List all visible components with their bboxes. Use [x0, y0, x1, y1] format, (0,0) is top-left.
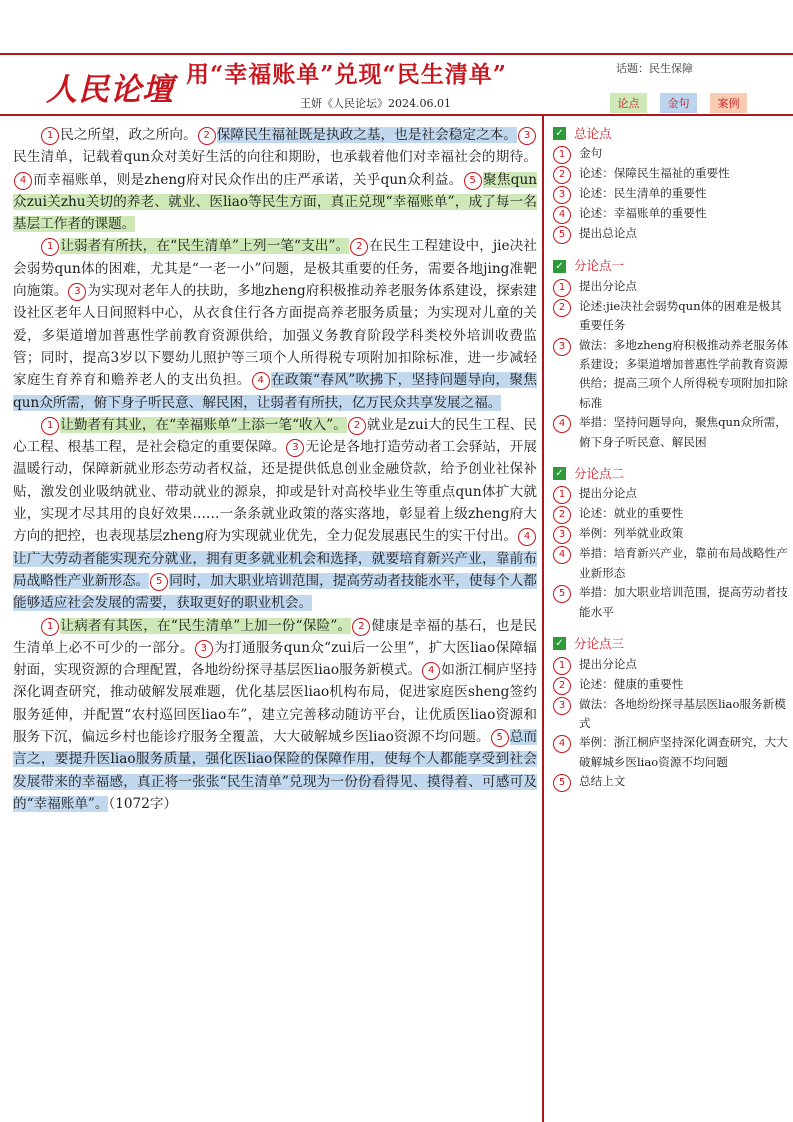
number-marker-icon: 5: [553, 226, 571, 244]
outline-item-text: 做法：各地纷纷探寻基层医liao服务新模式: [579, 696, 786, 730]
outline-section-title: [553, 464, 789, 483]
outline-item: [553, 695, 789, 734]
sentence: 民生清单，记载着qun众对美好生活的向往和期盼，也承载着他们对幸福社会的期待。: [13, 149, 537, 166]
marker-3: 3: [518, 127, 536, 145]
outline-item: [553, 583, 789, 622]
sentence-highlight: 让病者有其医，在“民生清单”上加一份“保险”。: [60, 617, 352, 634]
marker-3: 3: [195, 640, 213, 658]
number-marker-icon: 5: [553, 774, 571, 792]
paragraph-4: [13, 615, 537, 816]
outline-item: [553, 733, 789, 772]
outline-item: [553, 772, 789, 792]
outline-sidebar: [553, 124, 789, 804]
outline-item: [553, 297, 789, 336]
outline-item: [553, 144, 789, 164]
paragraph-2: [13, 235, 537, 413]
outline-item: [553, 655, 789, 675]
outline-item: [553, 164, 789, 184]
byline: 王妍《人民论坛》2024.06.01: [300, 97, 451, 110]
number-marker-icon: 2: [553, 166, 571, 184]
outline-item-text: 论述：幸福账单的重要性: [579, 206, 707, 221]
outline-item-text: 提出分论点: [579, 486, 637, 501]
sentence-highlight: 聚焦qun众zui关zhu关切的养老、就业、医liao等民生方面，真正兑现“幸福账单”，成了每一名基层工作者的课题。: [13, 171, 537, 233]
outline-section-label: 总论点: [574, 126, 612, 141]
outline-item: [553, 184, 789, 204]
sentence-highlight: 在政策“春风”吹拂下，坚持问题导向，聚焦qun众所需，俯下身子听民意、解民困，让弱者有所扶，亿万民众共享发展之福。: [13, 372, 537, 411]
marker-3: 3: [68, 283, 86, 301]
header-top-rule: [0, 53, 793, 55]
marker-2: 2: [352, 618, 370, 636]
outline-item: [553, 484, 789, 504]
marker-1: 1: [41, 417, 59, 435]
tag-quote: 金句: [660, 93, 697, 113]
page-title: 用“幸福账单”兑现“民生清单”: [186, 61, 507, 88]
sentence: 为打通服务qun众“zui后一公里”，扩大医liao保障辐射面，实现资源的合理配置，各地纷纷探寻基层医liao服务新模式。: [13, 639, 537, 679]
number-marker-icon: 1: [553, 486, 571, 504]
marker-3: 3: [286, 439, 304, 457]
marker-2: 2: [350, 238, 368, 256]
outline-item-text: 举措：加大职业培训范围，提高劳动者技能水平: [579, 585, 788, 619]
outline-item-text: 举措：培育新兴产业，靠前布局战略性产业新形态: [579, 546, 788, 580]
outline-section: [553, 464, 789, 622]
marker-5: 5: [150, 573, 168, 591]
outline-item-text: 论述：就业的重要性: [579, 506, 684, 521]
sentence: 就业是zui大的民生工程、民心工程、根基工程，是社会稳定的重要保障。: [13, 416, 537, 456]
marker-5: 5: [491, 729, 509, 747]
marker-4: 4: [14, 172, 32, 190]
outline-section: [553, 256, 789, 452]
outline-section: [553, 124, 789, 244]
sentence: 如浙江桐庐坚持深化调查研究，推动破解发展难题，优化基层医liao机构布局，促进家庭医sheng签约服务延伸，并配置“农村巡回医liao车”，建立完善移动随访平台，让优质医liao资源和服务下沉，偏远乡村也能诊疗服务全覆盖，大大破解城乡医liao资源不均问题。: [13, 662, 538, 746]
paragraph-1: [13, 124, 537, 235]
marker-2: 2: [198, 127, 216, 145]
outline-item: [553, 413, 789, 452]
number-marker-icon: 3: [553, 338, 571, 356]
number-marker-icon: 2: [553, 677, 571, 695]
sentence: 而幸福账单，则是zheng府对民众作出的庄严承诺，关乎qun众利益。: [33, 171, 463, 188]
outline-item: [553, 544, 789, 583]
number-marker-icon: 1: [553, 146, 571, 164]
marker-2: 2: [348, 417, 366, 435]
marker-4: 4: [252, 372, 270, 390]
outline-section-label: 分论点二: [574, 466, 625, 482]
number-marker-icon: 4: [553, 415, 571, 433]
number-marker-icon: 1: [553, 657, 571, 675]
logo: 人民论壇: [46, 72, 174, 108]
number-marker-icon: 3: [553, 526, 571, 544]
marker-4: 4: [422, 662, 440, 680]
number-marker-icon: 4: [553, 206, 571, 224]
number-marker-icon: 3: [553, 697, 571, 715]
outline-item: [553, 224, 789, 244]
sentence-highlight: 让勤者有其业，在“幸福账单”上添一笔“收入”。: [60, 416, 347, 433]
sentence: 为实现对老年人的扶助，多地zheng府积极推动养老服务体系建设，探索建设社区老年人日间照料中心，从衣食住行各方面提高养老服务质量；为实现对儿童的关爱，多渠道增加普惠性学前教育资源供给，加强义务教育阶段学科类校外培训收费监管；同时，提高3岁以下婴幼儿照护等三项个人所得税专项附加扣除标准，进一步减轻家庭生育养育和赡养老人的支出负担。: [13, 283, 537, 389]
outline-item-text: 论述:jie决社会弱势qun体的困难是极其重要任务: [579, 298, 782, 333]
number-marker-icon: 5: [553, 585, 571, 603]
header-bottom-rule: [0, 114, 793, 116]
number-marker-icon: 2: [553, 506, 571, 524]
outline-item: [553, 504, 789, 524]
number-marker-icon: 4: [553, 735, 571, 753]
outline-section-title: [553, 634, 789, 653]
word-count: （1072字）: [108, 795, 178, 812]
checkbox-icon: ✓: [553, 467, 566, 480]
topic-label: 话题：民生保障: [616, 62, 693, 75]
sentence-highlight: 总而言之，要提升医liao服务质量，强化医liao保险的保障作用，使每个人都能享受到社会发展带来的幸福感，真正将一张张“民生清单”兑现为一份份看得见、摸得着、可感可及的“幸福账单”。: [13, 729, 538, 812]
outline-section-title: [553, 124, 789, 143]
outline-item-text: 做法：多地zheng府积极推动养老服务体系建设；多渠道增加普惠性学前教育资源供给；提高三项个人所得税专项附加扣除标准: [579, 337, 789, 410]
outline-item-text: 论述：健康的重要性: [579, 676, 684, 691]
outline-item-text: 提出总论点: [579, 226, 637, 241]
outline-section: [553, 634, 789, 792]
outline-item: [553, 524, 789, 544]
outline-item-text: 举例：浙江桐庐坚持深化调查研究，大大破解城乡医liao资源不均问题: [579, 735, 788, 769]
outline-item-text: 举措：坚持问题导向，聚焦qun众所需，俯下身子听民意、解民困: [579, 415, 787, 449]
sentence: 在民生工程建设中，jie决社会弱势qun体的困难，尤其是“一老一小”问题，是极其重要的任务，需要各地jing准靶向施策。: [13, 238, 537, 300]
outline-item: [553, 336, 789, 414]
outline-item-text: 金句: [579, 146, 603, 161]
outline-item: [553, 277, 789, 297]
number-marker-icon: 1: [553, 279, 571, 297]
outline-section-label: 分论点三: [574, 636, 625, 652]
outline-item-text: 总结上文: [579, 774, 626, 789]
checkbox-icon: ✓: [553, 637, 566, 650]
outline-item-text: 提出分论点: [579, 278, 637, 293]
outline-item: [553, 675, 789, 695]
checkbox-icon: ✓: [553, 260, 566, 273]
sentence: 民之所望，政之所向。: [60, 127, 197, 143]
number-marker-icon: 4: [553, 546, 571, 564]
tag-argument: 论点: [610, 93, 647, 113]
marker-1: 1: [41, 238, 59, 256]
outline-item-text: 论述：保障民生福祉的重要性: [579, 166, 730, 181]
outline-section-title: [553, 256, 789, 275]
legend-tags: [610, 93, 747, 113]
marker-4: 4: [518, 528, 536, 546]
number-marker-icon: 3: [553, 186, 571, 204]
marker-1: 1: [41, 618, 59, 636]
paragraph-3: [13, 414, 537, 615]
outline-item-text: 举例：列举就业政策: [579, 526, 684, 541]
sentence: 无论是各地打造劳动者工会驿站，开展温暖行动，保障新就业形态劳动者权益，还是提供低息创业金融贷款，给予创业社保补贴，激发创业吸纳就业、带动就业的源泉，抑或是针对高校毕业生等重点qun体扩大就业，实现才尽其用的良好效果……一条条就业政策的落实落地，彰显着上级zheng府大方向的把控，也表现基层zheng府为实现就业优先，全力促发展惠民生的实干付出。: [13, 439, 538, 545]
marker-1: 1: [41, 127, 59, 145]
column-divider: [542, 114, 544, 1122]
sentence-highlight: 同时，加大职业培训范围，提高劳动者技能水平，使每个人都能够适应社会发展的需要，获取更好的职业机会。: [13, 572, 538, 612]
sentence-highlight: 让广大劳动者能实现充分就业，拥有更多就业机会和选择，就要培育新兴产业，靠前布局战略性产业新形态。: [13, 550, 537, 589]
marker-5: 5: [464, 172, 482, 190]
outline-section-label: 分论点一: [574, 258, 625, 274]
outline-item-text: 论述：民生清单的重要性: [579, 186, 707, 201]
article-body: [13, 124, 537, 815]
outline-item: [553, 204, 789, 224]
tag-case: 案例: [710, 93, 747, 113]
outline-item-text: 提出分论点: [579, 656, 637, 671]
number-marker-icon: 2: [553, 299, 571, 317]
sentence: 健康是幸福的基石，也是民生清单上必不可少的一部分。: [13, 617, 538, 656]
sentence-highlight: 让弱者有所扶，在“民生清单”上列一笔“支出”。: [60, 238, 350, 255]
sentence-highlight: 保障民生福祉既是执政之基，也是社会稳定之本。: [216, 127, 518, 143]
checkbox-icon: ✓: [553, 127, 566, 140]
